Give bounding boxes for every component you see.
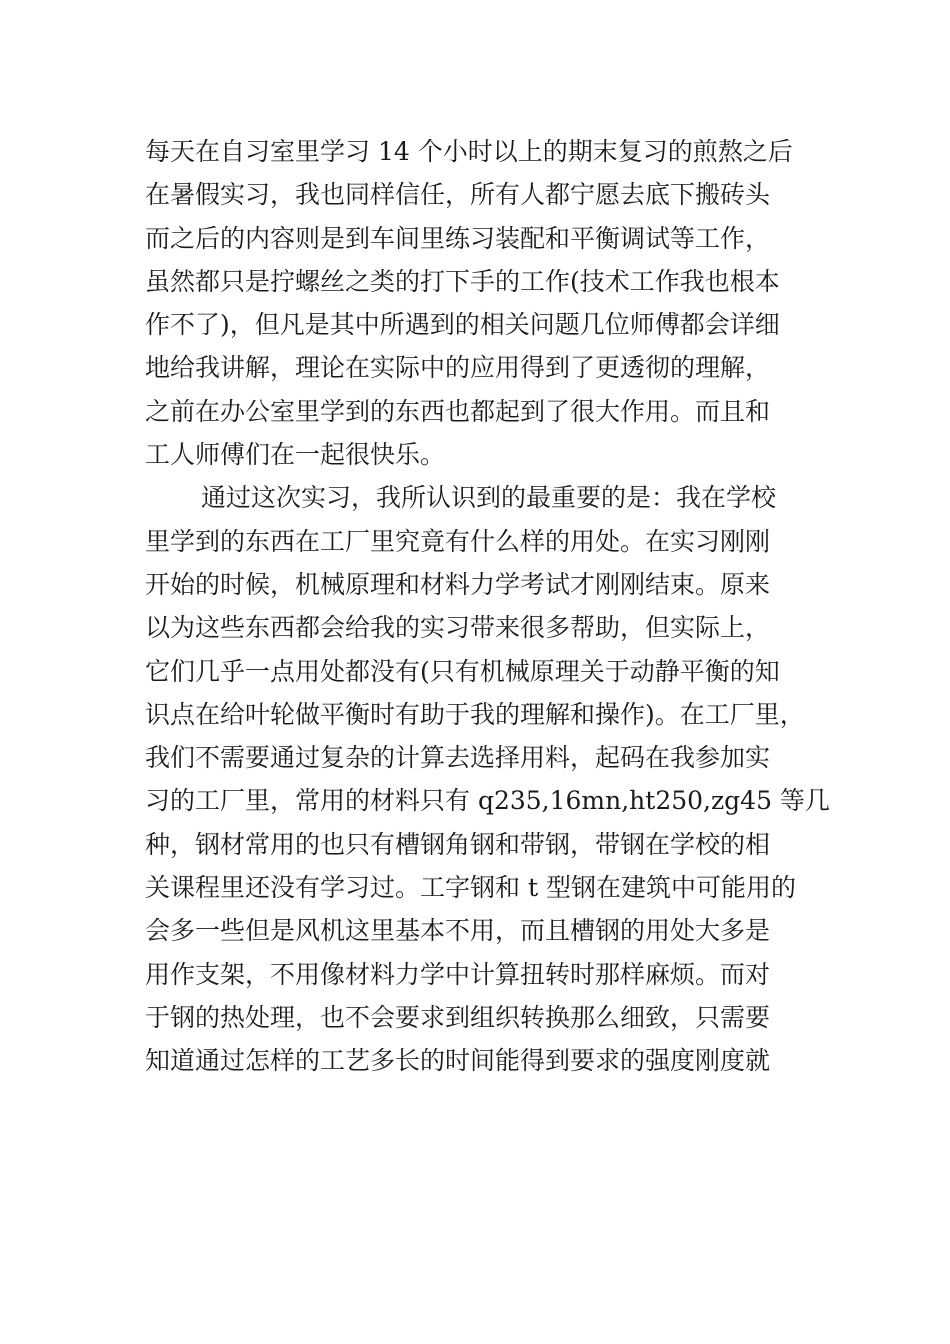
text-line: 会多一些但是风机这里基本不用，而且槽钢的用处大多是 xyxy=(145,916,771,946)
text-line: 种，钢材常用的也只有槽钢角钢和带钢，带钢在学校的相 xyxy=(145,829,771,859)
text-line: 用作支架，不用像材料力学中计算扭转时那样麻烦。而对 xyxy=(145,959,771,989)
text-line: 关课程里还没有学习过。工字钢和 t 型钢在建筑中可能用的 xyxy=(145,873,796,903)
text-line: 地给我讲解，理论在实际中的应用得到了更透彻的理解， xyxy=(145,353,771,383)
text-line: 以为这些东西都会给我的实习带来很多帮助，但实际上， xyxy=(145,613,771,643)
text-line: 知道通过怎样的工艺多长的时间能得到要求的强度刚度就 xyxy=(145,1046,771,1076)
text-line: 工人师傅们在一起很快乐。 xyxy=(145,440,446,470)
text-line: 开始的时候，机械原理和材料力学考试才刚刚结束。原来 xyxy=(145,569,771,599)
text-line: 识点在给叶轮做平衡时有助于我的理解和操作)。在工厂里， xyxy=(145,699,805,729)
text-line: 而之后的内容则是到车间里练习装配和平衡调试等工作， xyxy=(145,223,771,253)
text-line: 于钢的热处理，也不会要求到组织转换那么细致，只需要 xyxy=(145,1002,771,1032)
text-line: 每天在自习室里学习 14 个小时以上的期末复习的煎熬之后 xyxy=(145,137,793,166)
text-line: 在暑假实习，我也同样信任，所有人都宁愿去底下搬砖头 xyxy=(145,180,771,210)
text-line: 我们不需要通过复杂的计算去选择用料，起码在我参加实 xyxy=(145,743,771,773)
text-line: 习的工厂里，常用的材料只有 q235,16mn,ht250,zg45 等几 xyxy=(145,786,830,816)
document-body xyxy=(145,130,830,1083)
text-line: 作不了)，但凡是其中所遇到的相关问题几位师傅都会详细 xyxy=(145,310,780,340)
text-line: 里学到的东西在工厂里究竟有什么样的用处。在实习刚刚 xyxy=(145,526,771,556)
text-line: 之前在办公室里学到的东西也都起到了很大作用。而且和 xyxy=(145,396,771,426)
text-line: 它们几乎一点用处都没有(只有机械原理关于动静平衡的知 xyxy=(145,656,780,686)
text-line: 虽然都只是拧螺丝之类的打下手的工作(技术工作我也根本 xyxy=(145,266,780,296)
paragraph-start-line: 通过这次实习，我所认识到的最重要的是：我在学校 xyxy=(201,483,777,513)
